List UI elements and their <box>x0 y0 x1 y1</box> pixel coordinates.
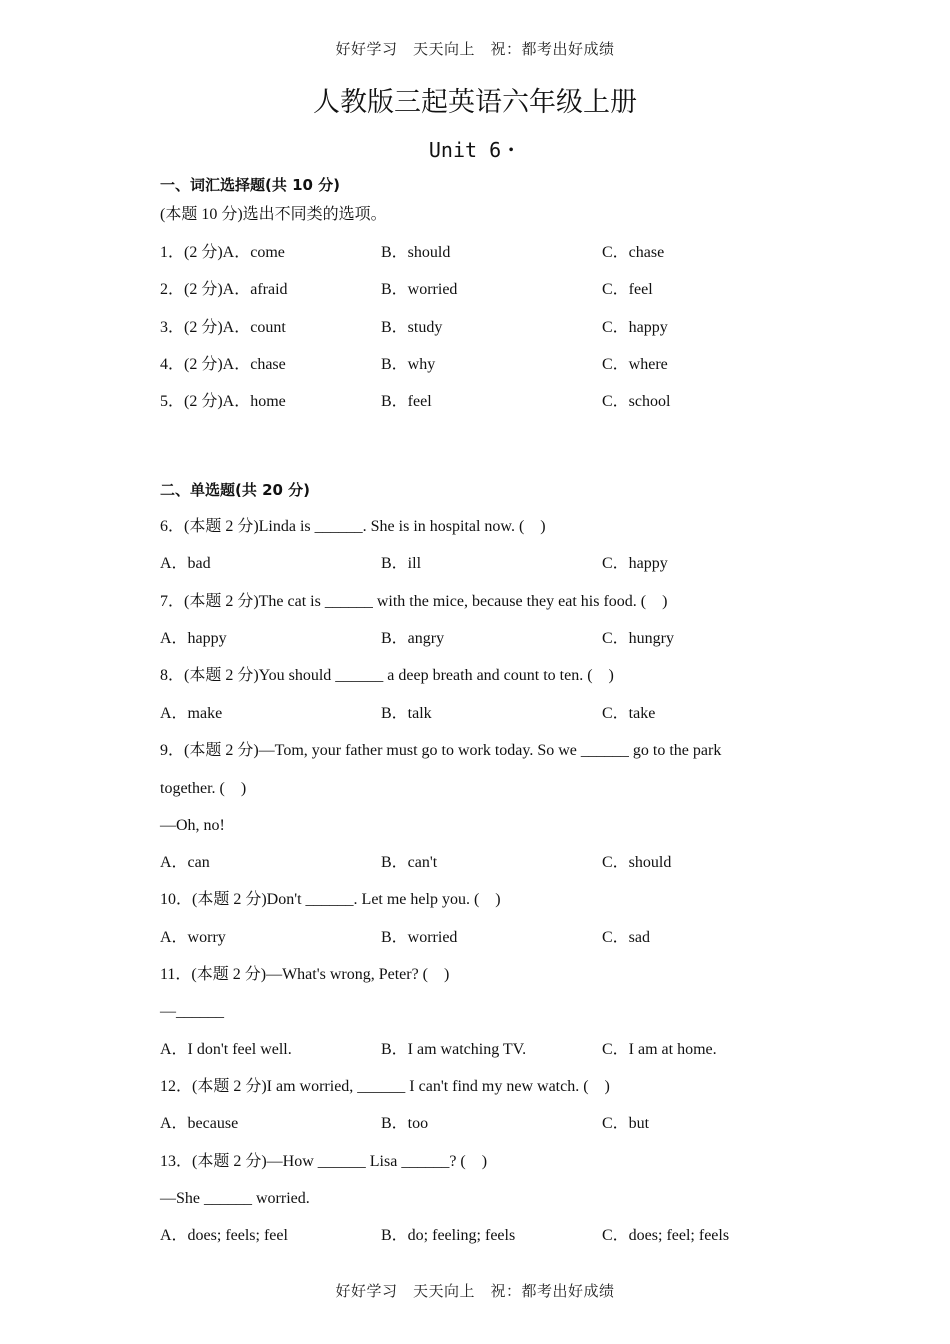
page-footer: 好好学习 天天向上 祝：都考出好成绩 <box>335 1282 615 1300</box>
question-option-b: B．do; feeling; feels <box>381 1227 516 1244</box>
section-title: 一、词汇选择题(共 10 分) <box>160 176 341 194</box>
question-option-c: C．feel <box>602 281 653 298</box>
question-option-a: A．bad <box>160 555 211 572</box>
question-option-a: 4．(2 分)A．chase <box>160 356 286 373</box>
question-option-b: B．should <box>381 244 451 261</box>
dialogue-reply: —______ <box>160 1003 224 1020</box>
question-stem-continued: together. ( ) <box>160 780 247 797</box>
question-option-c: C．happy <box>602 555 668 572</box>
page-title: 人教版三起英语六年级上册 <box>313 87 637 118</box>
question-option-a: 1．(2 分)A．come <box>160 244 285 261</box>
question-option-b: B．talk <box>381 705 432 722</box>
question-option-b: B．ill <box>381 555 422 572</box>
question-option-a: 3．(2 分)A．count <box>160 319 286 336</box>
question-option-a: A．I don't feel well. <box>160 1041 292 1058</box>
question-option-c: C．hungry <box>602 630 675 647</box>
section-title: 二、单选题(共 20 分) <box>160 481 311 499</box>
question-stem: 12．(本题 2 分)I am worried, ______ I can't find my new watch. ( ) <box>160 1078 610 1095</box>
dialogue-reply: —She ______ worried. <box>160 1190 310 1207</box>
question-option-a: A．happy <box>160 630 227 647</box>
question-option-c: C．happy <box>602 319 668 336</box>
question-option-c: C．I am at home. <box>602 1041 717 1058</box>
question-option-b: B．study <box>381 319 443 336</box>
question-stem: 10．(本题 2 分)Don't ______. Let me help you. ( ) <box>160 891 501 908</box>
question-option-c: C．school <box>602 393 671 410</box>
question-option-a: A．does; feels; feel <box>160 1227 288 1244</box>
question-stem: 11．(本题 2 分)—What's wrong, Peter? ( ) <box>160 966 450 983</box>
question-option-a: A．because <box>160 1115 239 1132</box>
question-option-b: B．angry <box>381 630 445 647</box>
question-option-a: 2．(2 分)A．afraid <box>160 281 288 298</box>
question-option-c: C．chase <box>602 244 665 261</box>
question-option-b: B．feel <box>381 393 432 410</box>
question-option-b: B．worried <box>381 281 458 298</box>
question-option-c: C．does; feel; feels <box>602 1227 730 1244</box>
question-option-a: A．make <box>160 705 223 722</box>
question-option-c: C．but <box>602 1115 650 1132</box>
page-header: 好好学习 天天向上 祝：都考出好成绩 <box>335 40 615 58</box>
question-option-c: C．where <box>602 356 668 373</box>
question-option-c: C．sad <box>602 929 651 946</box>
question-option-a: 5．(2 分)A．home <box>160 393 286 410</box>
question-stem: 8．(本题 2 分)You should ______ a deep breath and count to ten. ( ) <box>160 667 614 684</box>
question-option-b: B．can't <box>381 854 438 871</box>
dialogue-reply: —Oh, no! <box>160 817 225 834</box>
question-option-a: A．worry <box>160 929 226 946</box>
question-option-b: B．why <box>381 356 436 373</box>
question-option-b: B．too <box>381 1115 429 1132</box>
section-instruction: (本题 10 分)选出不同类的选项。 <box>160 206 387 223</box>
unit-subtitle: Unit 6・ <box>428 138 522 162</box>
question-stem: 6．(本题 2 分)Linda is ______. She is in hospital now. ( ) <box>160 518 546 535</box>
question-option-c: C．should <box>602 854 672 871</box>
question-option-b: B．I am watching TV. <box>381 1041 527 1058</box>
question-stem: 13．(本题 2 分)—How ______ Lisa ______? ( ) <box>160 1153 488 1170</box>
question-option-c: C．take <box>602 705 656 722</box>
question-option-a: A．can <box>160 854 210 871</box>
question-stem: 9．(本题 2 分)—Tom, your father must go to work today. So we ______ go to the park <box>160 742 722 759</box>
question-option-b: B．worried <box>381 929 458 946</box>
question-stem: 7．(本题 2 分)The cat is ______ with the mice, because they eat his food. ( ) <box>160 593 668 610</box>
